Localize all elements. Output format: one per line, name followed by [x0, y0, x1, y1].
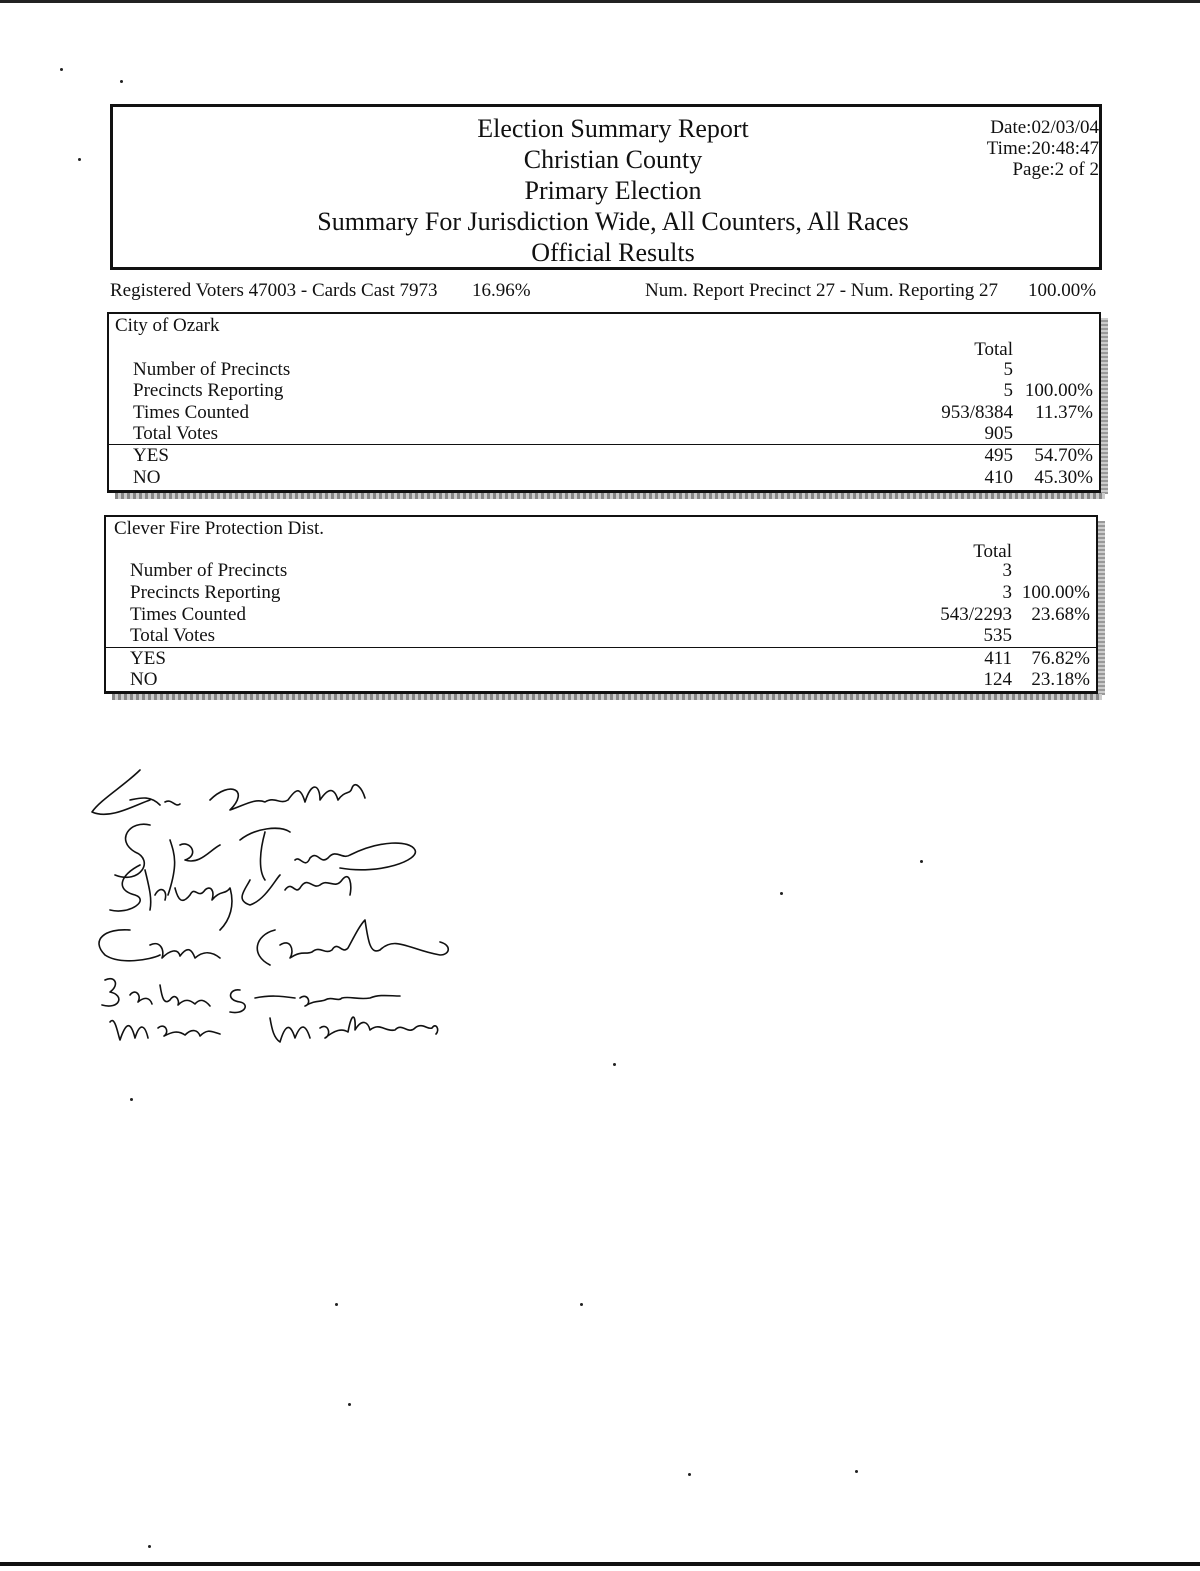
stat-value: 905: [984, 423, 1013, 444]
signature-1: [92, 770, 365, 814]
stat-value: 5: [1003, 359, 1013, 380]
choice-row: [106, 669, 1096, 691]
scan-speck: [780, 892, 783, 895]
choice-votes: 124: [983, 669, 1012, 690]
box-shadow: [115, 493, 1105, 499]
signature-2: [115, 824, 415, 895]
choice-label: YES: [130, 648, 166, 669]
race-name: City of Ozark: [115, 315, 220, 336]
county-name: Christian County: [523, 145, 703, 174]
stat-row: [109, 380, 1099, 402]
total-column-header: Total: [973, 541, 1012, 562]
report-title: Election Summary Report: [477, 114, 749, 143]
choice-percent: 54.70%: [1034, 445, 1093, 466]
stat-value: 953/8384: [941, 402, 1013, 423]
stat-label: Precincts Reporting: [133, 380, 284, 401]
stat-label: Precincts Reporting: [130, 582, 281, 603]
race-name: Clever Fire Protection Dist.: [114, 518, 325, 539]
choice-percent: 45.30%: [1034, 467, 1093, 488]
precincts-reporting-percent: 100.00%: [1028, 280, 1097, 301]
stat-label: Number of Precincts: [130, 560, 288, 581]
turnout-percent: 16.96%: [472, 280, 531, 301]
choice-row: [106, 648, 1096, 670]
stat-percent: 100.00%: [1024, 380, 1093, 401]
scan-speck: [348, 1403, 351, 1406]
scan-speck: [335, 1303, 338, 1306]
stat-value: 543/2293: [940, 604, 1012, 625]
report-time: Time:20:48:47: [986, 138, 1099, 159]
box-shadow: [1098, 521, 1105, 695]
report-header: [110, 104, 1102, 270]
stat-value: 535: [983, 625, 1012, 646]
scan-speck: [60, 68, 63, 71]
election-name: Primary Election: [524, 176, 702, 205]
choice-votes: 410: [984, 467, 1013, 488]
scan-speck: [688, 1473, 691, 1476]
scan-speck: [78, 158, 81, 161]
bottom-edge-line: [0, 1562, 1200, 1566]
choice-label: NO: [133, 467, 161, 488]
stat-label: Number of Precincts: [133, 359, 291, 380]
report-page: Page:2 of 2: [1012, 159, 1099, 180]
scan-speck: [148, 1545, 151, 1548]
stat-row: [109, 402, 1099, 424]
report-title-block: [113, 113, 1113, 268]
stat-percent: 100.00%: [1021, 582, 1090, 603]
scan-speck: [613, 1063, 616, 1066]
stat-label: Total Votes: [130, 625, 216, 646]
stat-label: Times Counted: [130, 604, 246, 625]
results-status: Official Results: [531, 238, 695, 267]
stat-label: Total Votes: [133, 423, 219, 444]
choice-label: YES: [133, 445, 169, 466]
box-shadow: [1101, 318, 1108, 494]
stat-value: 3: [1002, 560, 1012, 581]
summary-scope: Summary For Jurisdiction Wide, All Counters, All Races: [317, 207, 909, 236]
signature-4: [99, 920, 448, 965]
choice-row: [109, 467, 1099, 489]
box-shadow: [112, 694, 1102, 700]
stat-row: [106, 604, 1096, 626]
total-column-header: Total: [974, 339, 1013, 360]
registered-voters: Registered Voters 47003 - Cards Cast 7973: [110, 280, 438, 301]
scan-speck: [920, 860, 923, 863]
choice-row: [109, 445, 1099, 467]
stat-row: [109, 423, 1099, 445]
signatures: [80, 760, 480, 1060]
top-edge-line: [0, 0, 1200, 3]
choice-percent: 23.18%: [1031, 669, 1090, 690]
choice-percent: 76.82%: [1031, 648, 1090, 669]
scan-speck: [120, 80, 123, 83]
stat-value: 5: [1003, 380, 1013, 401]
race-clever-fire-protection: [104, 515, 1098, 694]
scan-speck: [580, 1303, 583, 1306]
signature-6: [110, 1017, 438, 1042]
stat-row: [106, 560, 1096, 582]
stat-label: Times Counted: [133, 402, 249, 423]
scan-speck: [130, 1098, 133, 1101]
signature-scribbles: [80, 760, 480, 1060]
stat-percent: 11.37%: [1035, 402, 1093, 423]
choice-label: NO: [130, 669, 158, 690]
stat-percent: 23.68%: [1031, 604, 1090, 625]
stat-value: 3: [1002, 582, 1012, 603]
report-date: Date:02/03/04: [990, 117, 1099, 138]
stat-row: [106, 582, 1096, 604]
precincts-reporting-summary: Num. Report Precinct 27 - Num. Reporting 27: [645, 280, 999, 301]
choice-votes: 495: [984, 445, 1013, 466]
choice-votes: 411: [984, 648, 1012, 669]
signature-3: [110, 865, 351, 930]
race-city-of-ozark: [107, 312, 1101, 493]
signature-5: [102, 979, 400, 1013]
stat-row: [109, 359, 1099, 381]
stat-row: [106, 625, 1096, 647]
report-meta: [987, 117, 1099, 180]
scan-speck: [855, 1470, 858, 1473]
